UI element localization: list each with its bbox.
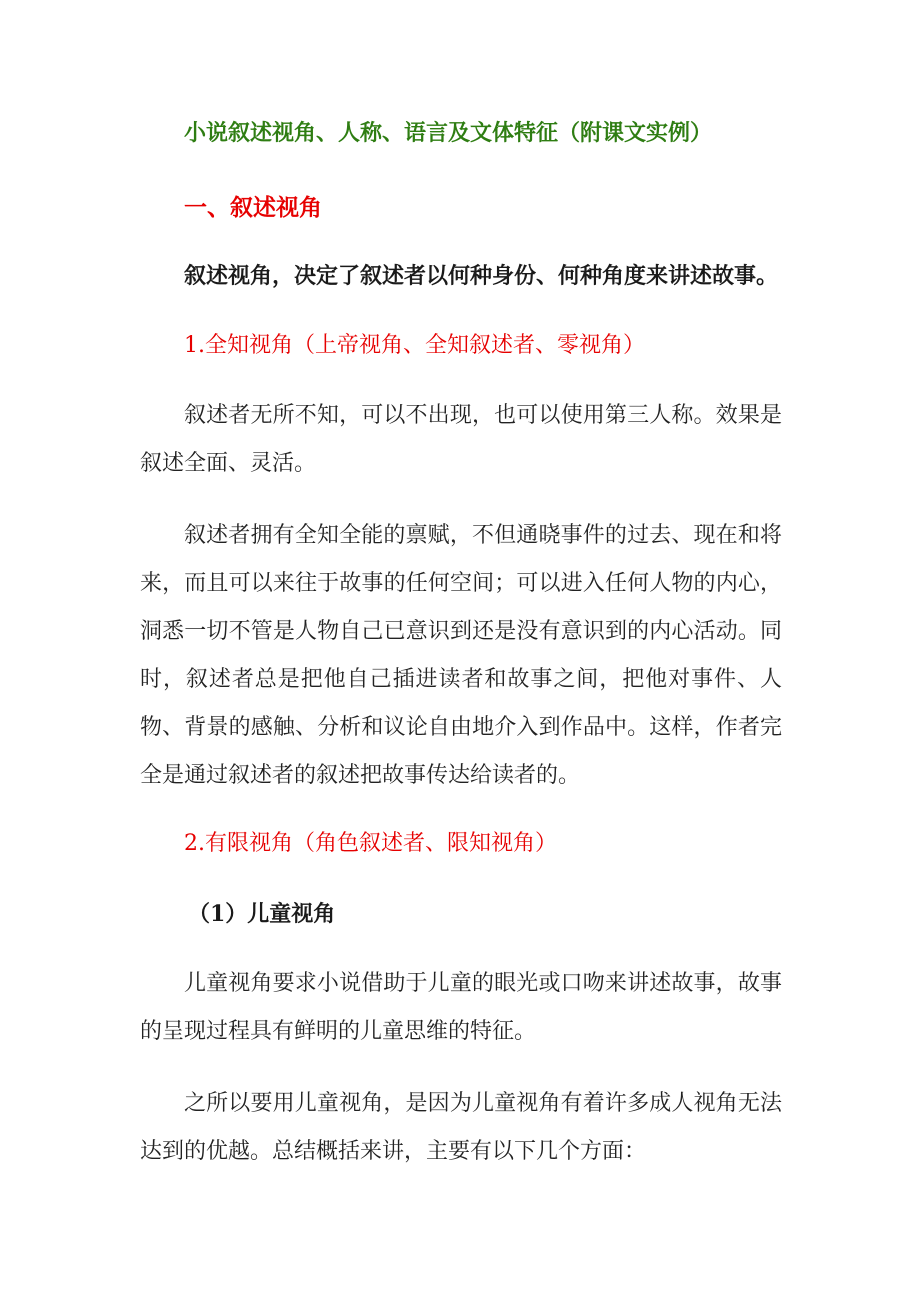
paragraph-child-perspective-advantages: 之所以要用儿童视角，是因为儿童视角有着许多成人视角无法达到的优越。总结概括来讲，主要有以下几个方面： <box>140 1091 782 1164</box>
section-heading-narrative-perspective: 一、叙述视角 <box>184 194 322 221</box>
definition-paragraph: 叙述视角，决定了叙述者以何种身份、何种角度来讲述故事。 <box>184 263 779 289</box>
document-title: 小说叙述视角、人称、语言及文体特征（附课文实例） <box>184 120 713 146</box>
paragraph-omniscient-detail: 叙述者拥有全知全能的禀赋，不但通晓事件的过去、现在和将来，而且可以来往于故事的任何空间；可以进入任何人物的内心，洞悉一切不管是人物自己已意识到还是没有意识到的内心活动。同时，叙述者总是把他自己插进读者和故事之间，把他对事件、人物、背景的感触、分析和议论自由地介入到作品中。这样，作者完全是通过叙述者的叙述把故事传达给读者的。 <box>140 523 782 788</box>
paragraph-omniscient-summary: 叙述者无所不知，可以不出现，也可以使用第三人称。效果是叙述全面、灵活。 <box>140 403 782 476</box>
paragraph-child-perspective-definition: 儿童视角要求小说借助于儿童的眼光或口吻来讲述故事，故事的呈现过程具有鲜明的儿童思维的特征。 <box>140 971 782 1044</box>
subheading-limited-perspective: 2.有限视角（角色叙述者、限知视角） <box>184 831 557 856</box>
subheading-omniscient-perspective: 1.全知视角（上帝视角、全知叙述者、零视角） <box>184 333 645 358</box>
item-heading-child-perspective: （1）儿童视角 <box>188 901 336 927</box>
